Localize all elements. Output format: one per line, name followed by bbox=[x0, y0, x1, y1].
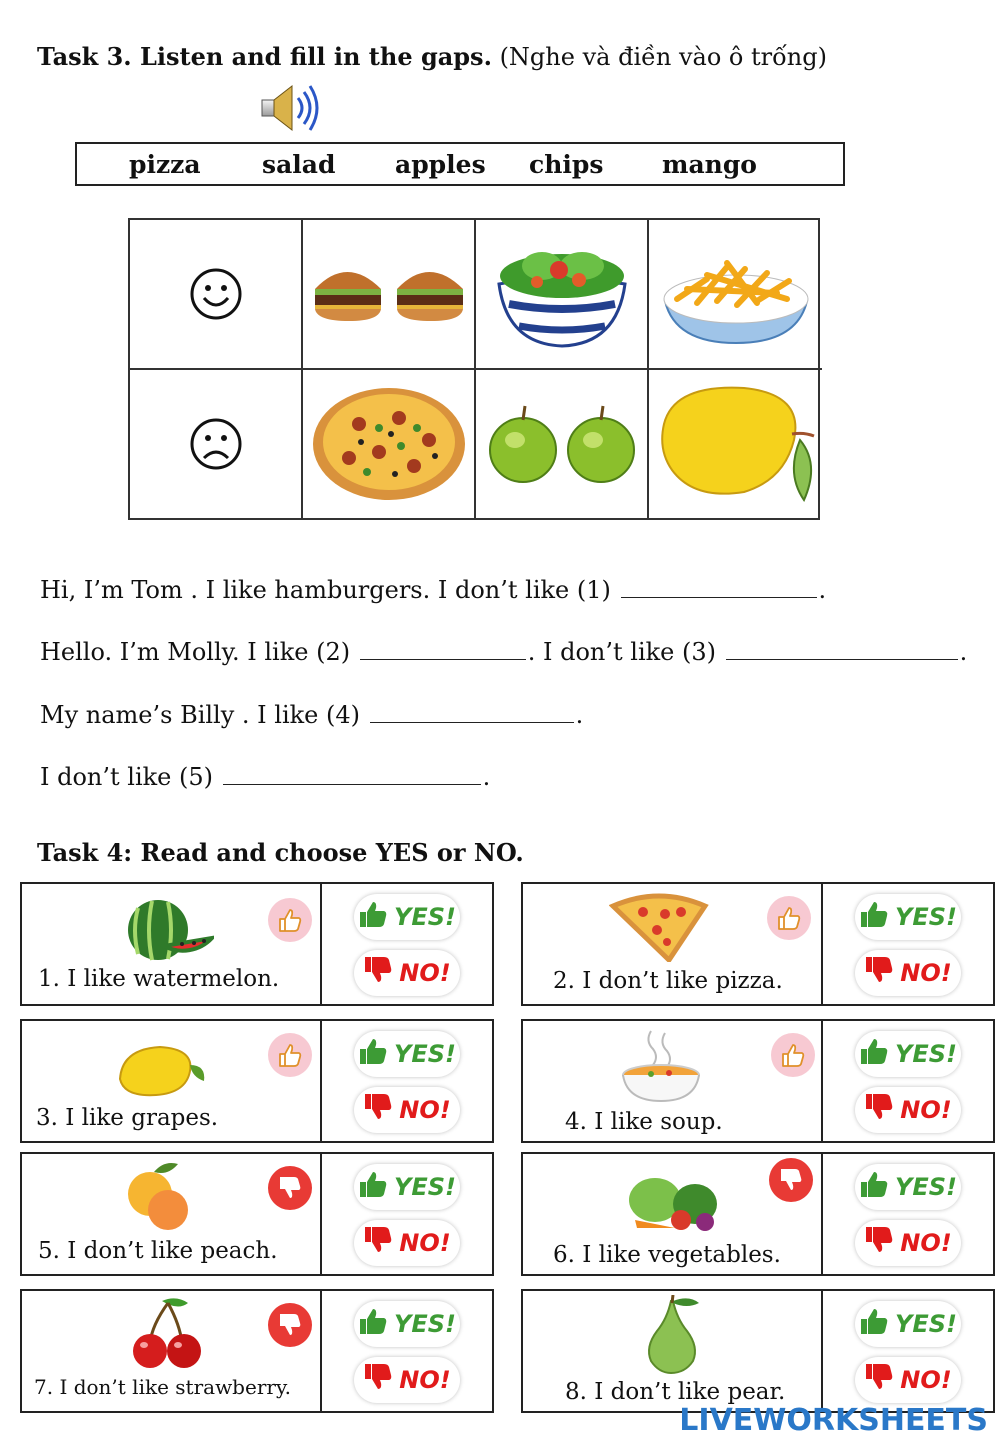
statement-text: 4. I like soup. bbox=[565, 1109, 723, 1135]
no-label: NO! bbox=[399, 1096, 451, 1124]
yes-label: YES! bbox=[393, 1040, 456, 1068]
task4-card-8 bbox=[521, 1289, 995, 1413]
statement-text: 7. I don’t like strawberry. bbox=[34, 1375, 291, 1399]
word-bank-item: pizza bbox=[129, 150, 201, 179]
no-label: NO! bbox=[399, 1366, 451, 1394]
card-divider bbox=[821, 1154, 823, 1274]
answer-gap-2[interactable] bbox=[360, 639, 526, 660]
no-button[interactable] bbox=[855, 950, 961, 996]
answer-gap-4[interactable] bbox=[370, 702, 574, 723]
thumbs-up-icon bbox=[358, 900, 388, 934]
hamburgers-image bbox=[309, 259, 469, 329]
hamburgers-cell bbox=[303, 220, 476, 370]
yes-button[interactable] bbox=[855, 1301, 961, 1347]
apples-image bbox=[487, 404, 637, 484]
pizza-cell bbox=[303, 370, 476, 518]
yes-button[interactable] bbox=[855, 1031, 961, 1077]
card-divider bbox=[821, 1291, 823, 1411]
thumbs-down-icon bbox=[363, 1093, 393, 1127]
yes-label: YES! bbox=[894, 1173, 957, 1201]
task3-title-note: (Nghe và điền vào ô trống) bbox=[499, 43, 827, 71]
card-divider bbox=[320, 1291, 322, 1411]
thumbs-down-icon bbox=[864, 1363, 894, 1397]
task3-title-bold: Task 3. Listen and fill in the gaps. bbox=[37, 42, 492, 71]
task4-card-1 bbox=[20, 882, 494, 1006]
statement-text: 5. I don’t like peach. bbox=[38, 1238, 278, 1264]
no-label: NO! bbox=[900, 1229, 952, 1257]
statement-text: 6. I like vegetables. bbox=[553, 1242, 781, 1268]
no-button[interactable] bbox=[855, 1357, 961, 1403]
sad-cell bbox=[130, 370, 303, 518]
word-bank-item: apples bbox=[395, 150, 486, 179]
chips-cell bbox=[649, 220, 822, 370]
thumbs-down-icon bbox=[363, 956, 393, 990]
word-bank-item: mango bbox=[662, 150, 757, 179]
smiley-cell bbox=[130, 220, 303, 370]
thumbs-down-icon bbox=[864, 1226, 894, 1260]
no-label: NO! bbox=[900, 1096, 952, 1124]
sad-face-icon bbox=[188, 416, 244, 472]
no-label: NO! bbox=[900, 1366, 952, 1394]
sentence-end: . bbox=[818, 576, 827, 604]
thumbs-down-icon bbox=[268, 1166, 312, 1210]
card-divider bbox=[821, 1021, 823, 1141]
smiley-face-icon bbox=[188, 266, 244, 322]
sentence-end: . bbox=[482, 763, 491, 791]
peach-image bbox=[124, 1160, 194, 1236]
yes-label: YES! bbox=[894, 1310, 957, 1338]
yes-button[interactable] bbox=[354, 894, 460, 940]
thumbs-down-icon bbox=[769, 1158, 813, 1202]
sentence-end: . bbox=[959, 638, 968, 666]
thumbs-down-icon bbox=[268, 1303, 312, 1347]
sentence-text: My name’s Billy . I like (4) bbox=[40, 701, 361, 729]
mango-cell bbox=[649, 370, 822, 518]
statement-text: 3. I like grapes. bbox=[36, 1105, 219, 1131]
thumbs-up-icon bbox=[358, 1307, 388, 1341]
yes-label: YES! bbox=[393, 1310, 456, 1338]
sentence-2 bbox=[40, 638, 967, 666]
sentence-text: Hi, I’m Tom . I like hamburgers. I don’t like (1) bbox=[40, 576, 611, 604]
no-label: NO! bbox=[399, 1229, 451, 1257]
sentence-3 bbox=[40, 701, 583, 729]
sentence-1 bbox=[40, 576, 826, 604]
word-bank bbox=[75, 142, 845, 186]
vegetables-image bbox=[625, 1170, 721, 1240]
card-divider bbox=[320, 884, 322, 1004]
yes-label: YES! bbox=[393, 903, 456, 931]
thumbs-up-icon bbox=[771, 1033, 815, 1077]
thumbs-up-icon bbox=[268, 898, 312, 942]
sentence-4 bbox=[40, 763, 490, 791]
task4-card-4 bbox=[521, 1019, 995, 1143]
answer-gap-1[interactable] bbox=[621, 577, 817, 598]
yes-label: YES! bbox=[393, 1173, 456, 1201]
yes-button[interactable] bbox=[354, 1301, 460, 1347]
no-button[interactable] bbox=[855, 1087, 961, 1133]
no-button[interactable] bbox=[354, 1220, 460, 1266]
task4-card-5 bbox=[20, 1152, 494, 1276]
no-label: NO! bbox=[900, 959, 952, 987]
liveworksheets-logo bbox=[679, 1403, 988, 1438]
yes-button[interactable] bbox=[855, 1164, 961, 1210]
task3-title bbox=[37, 42, 827, 71]
task4-card-3 bbox=[20, 1019, 494, 1143]
watermelon-image bbox=[124, 898, 214, 968]
thumbs-up-icon bbox=[268, 1033, 312, 1077]
soup-image bbox=[621, 1029, 701, 1109]
word-bank-item: chips bbox=[529, 150, 604, 179]
statement-text: 8. I don’t like pear. bbox=[565, 1379, 786, 1405]
thumbs-down-icon bbox=[363, 1363, 393, 1397]
thumbs-down-icon bbox=[864, 1093, 894, 1127]
thumbs-up-icon bbox=[358, 1037, 388, 1071]
thumbs-up-icon bbox=[859, 1037, 889, 1071]
thumbs-up-icon bbox=[859, 900, 889, 934]
salad-image bbox=[487, 234, 637, 354]
no-button[interactable] bbox=[354, 1357, 460, 1403]
task4-card-7 bbox=[20, 1289, 494, 1413]
thumbs-up-icon bbox=[859, 1170, 889, 1204]
task4-card-2 bbox=[521, 882, 995, 1006]
logo-text: LIVEWORKSHEETS bbox=[679, 1403, 988, 1438]
no-label: NO! bbox=[399, 959, 451, 987]
thumbs-down-icon bbox=[864, 956, 894, 990]
statement-text: 2. I don’t like pizza. bbox=[553, 968, 783, 994]
card-divider bbox=[320, 1154, 322, 1274]
yes-label: YES! bbox=[894, 903, 957, 931]
thumbs-up-icon bbox=[859, 1307, 889, 1341]
thumbs-up-icon bbox=[767, 896, 811, 940]
answer-gap-5[interactable] bbox=[223, 764, 481, 785]
yes-button[interactable] bbox=[855, 894, 961, 940]
sentence-end: . bbox=[575, 701, 584, 729]
sentence-text: Hello. I’m Molly. I like (2) bbox=[40, 638, 351, 666]
cherry-image bbox=[128, 1295, 208, 1375]
yes-button[interactable] bbox=[354, 1031, 460, 1077]
statement-text: 1. I like watermelon. bbox=[38, 966, 280, 992]
task4-title: Task 4: Read and choose YES or NO. bbox=[37, 838, 524, 867]
mango-image bbox=[116, 1035, 208, 1103]
task4-card-6 bbox=[521, 1152, 995, 1276]
word-bank-item: salad bbox=[262, 150, 336, 179]
apples-cell bbox=[476, 370, 649, 518]
no-button[interactable] bbox=[855, 1220, 961, 1266]
thumbs-up-icon bbox=[358, 1170, 388, 1204]
pear-image bbox=[637, 1295, 707, 1379]
speaker-icon[interactable] bbox=[256, 80, 320, 136]
yes-button[interactable] bbox=[354, 1164, 460, 1210]
pizza-image bbox=[309, 384, 469, 504]
salad-cell bbox=[476, 220, 649, 370]
card-divider bbox=[320, 1021, 322, 1141]
food-grid bbox=[128, 218, 820, 520]
mango-image bbox=[654, 384, 818, 504]
yes-label: YES! bbox=[894, 1040, 957, 1068]
thumbs-down-icon bbox=[363, 1226, 393, 1260]
no-button[interactable] bbox=[354, 950, 460, 996]
no-button[interactable] bbox=[354, 1087, 460, 1133]
card-divider bbox=[821, 884, 823, 1004]
chips-image bbox=[657, 239, 815, 349]
answer-gap-3[interactable] bbox=[726, 639, 958, 660]
sentence-text: . I don’t like (3) bbox=[527, 638, 717, 666]
sentence-text: I don’t like (5) bbox=[40, 763, 214, 791]
pizza-slice-image bbox=[609, 892, 709, 966]
